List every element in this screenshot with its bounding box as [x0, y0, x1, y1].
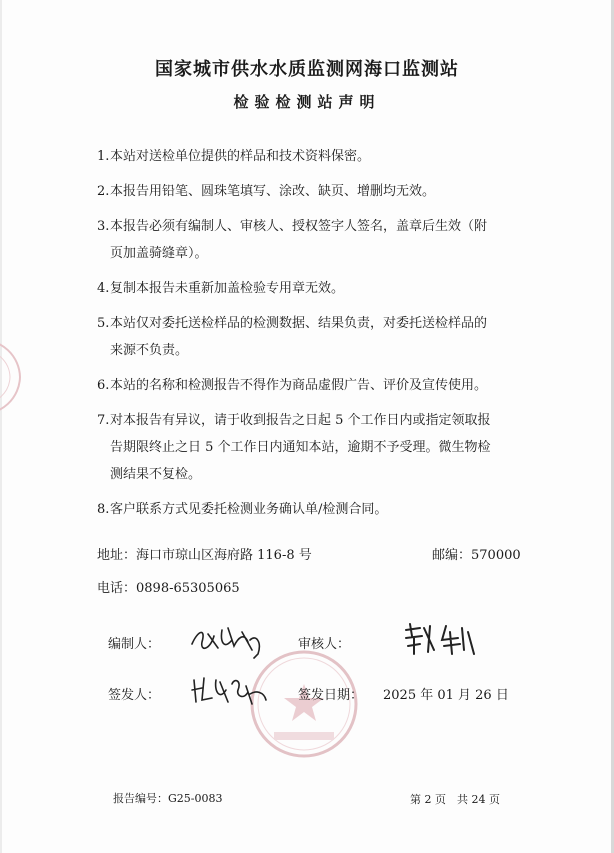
- clause-line: 本站的名称和检测报告不得作为商品虚假广告、评价及宣传使用。: [110, 378, 488, 393]
- clause-number: 7.: [97, 413, 110, 428]
- issue-date-label: 签发日期：: [298, 688, 364, 703]
- clause-number: 3.: [97, 219, 110, 234]
- page-title: 国家城市供水水质监测网海口监测站: [155, 59, 459, 80]
- clause-number: 1.: [97, 149, 110, 164]
- clause-line: 测结果不复检。: [110, 467, 202, 482]
- clause-line: 本报告必须有编制人、审核人、授权签字人签名，盖章后生效（附: [110, 219, 488, 234]
- edge-seal-icon: [0, 336, 32, 418]
- clause-item: [97, 496, 532, 523]
- clause-item: [97, 372, 532, 399]
- clause-item: [97, 143, 532, 170]
- clause-line: 告期限终止之日 5 个工作日内通知本站，逾期不予受理。微生物检: [110, 440, 491, 455]
- page-edge-left: [0, 0, 2, 853]
- address-text: 地址：海口市琼山区海府路 116-8 号: [97, 548, 312, 563]
- clause-line: 本站对送检单位提供的样品和技术资料保密。: [110, 149, 371, 164]
- page-number: 第 2 页 共 24 页: [410, 793, 500, 806]
- clause-number: 6.: [97, 378, 110, 393]
- issuer-label: 签发人：: [108, 688, 161, 703]
- compiler-label: 编制人：: [108, 637, 161, 652]
- clause-line: 本报告用铅笔、圆珠笔填写、涂改、缺页、增删均无效。: [110, 184, 436, 199]
- clause-item: [97, 407, 532, 488]
- clause-line: 页加盖骑缝章）。: [110, 246, 208, 261]
- clause-number: 5.: [97, 316, 110, 331]
- reviewer-label: 审核人：: [298, 637, 351, 652]
- clause-number: 2.: [97, 184, 110, 199]
- report-number: 报告编号：G25-0083: [113, 792, 223, 805]
- clause-number: 8.: [97, 502, 110, 517]
- page-subtitle: 检验检测站声明: [233, 93, 381, 111]
- clause-item: [97, 310, 532, 364]
- clause-line: 对本报告有异议，请于收到报告之日起 5 个工作日内或指定领取报: [110, 413, 491, 428]
- clause-line: 客户联系方式见委托检测业务确认单/检测合同。: [110, 502, 388, 517]
- clause-item: [97, 213, 532, 267]
- clause-item: [97, 275, 532, 302]
- phone-text: 电话：0898-65305065: [97, 581, 240, 596]
- issuer-signature: [190, 672, 270, 710]
- declaration-clauses: [97, 143, 532, 531]
- issue-date: 2025 年 01 月 26 日: [383, 688, 509, 703]
- clause-item: [97, 178, 532, 205]
- compiler-signature: [188, 620, 270, 660]
- postcode-text: 邮编：570000: [432, 548, 521, 563]
- reviewer-signature: [402, 620, 478, 658]
- clause-line: 本站仅对委托送检样品的检测数据、结果负责，对委托送检样品的: [110, 316, 488, 331]
- clause-line: 复制本报告未重新加盖检验专用章无效。: [110, 281, 345, 296]
- clause-number: 4.: [97, 281, 110, 296]
- clause-line: 来源不负责。: [110, 343, 189, 358]
